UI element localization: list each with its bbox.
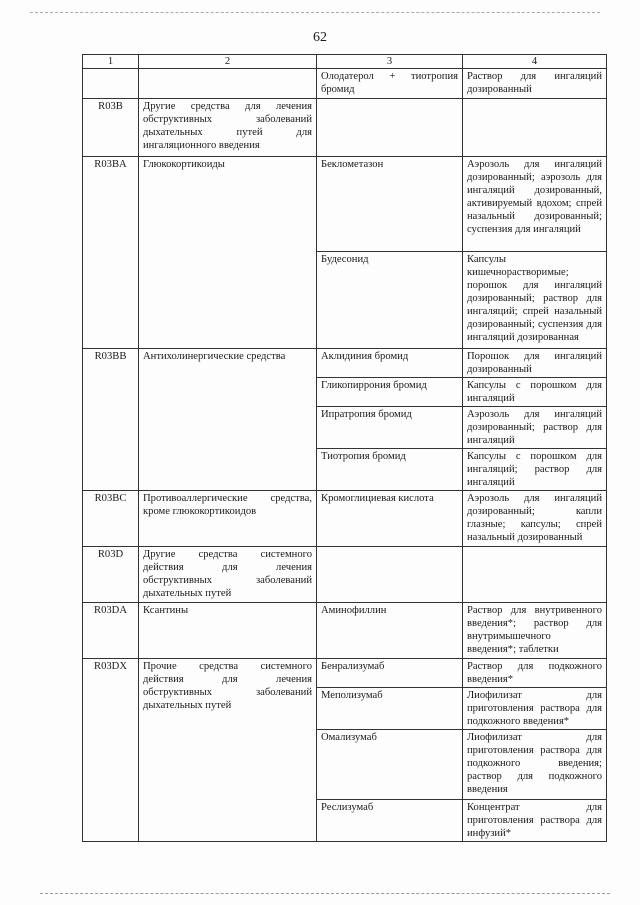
column-header-3: 3 bbox=[317, 55, 463, 69]
form-cell: Аэрозоль для ингаляций дозированный; аэрозоль для ингаляций дозированный, активируемый вдохом; спрей назальный дозированный; суспензия для ингаляций bbox=[463, 157, 607, 252]
group-cell: Антихолинергические средства bbox=[139, 349, 317, 491]
code-cell: R03BA bbox=[83, 157, 139, 349]
form-cell: Концентрат для приготовления раствора для инфузий* bbox=[463, 800, 607, 842]
drug-cell bbox=[317, 99, 463, 157]
form-cell: Капсулы кишечнорастворимые; порошок для ингаляций дозированный; раствор для ингаляций; спрей назальный дозированный; суспензия для ингаляций дозированная bbox=[463, 252, 607, 349]
form-cell: Аэрозоль для ингаляций дозированный; раствор для ингаляций bbox=[463, 407, 607, 449]
group-cell: Противоаллергические средства, кроме глюкокортикоидов bbox=[139, 491, 317, 547]
table-row bbox=[83, 547, 607, 603]
form-cell: Порошок для ингаляций дозированный bbox=[463, 349, 607, 378]
form-cell: Лиофилизат для приготовления раствора для подкожного введения* bbox=[463, 688, 607, 730]
form-cell: Капсулы с порошком для ингаляций; раствор для ингаляций bbox=[463, 449, 607, 491]
table-row bbox=[83, 603, 607, 659]
table-row bbox=[83, 659, 607, 688]
table-row bbox=[83, 349, 607, 378]
drug-cell: Бенрализумаб bbox=[317, 659, 463, 688]
drug-cell: Тиотропия бромид bbox=[317, 449, 463, 491]
column-header-1: 1 bbox=[83, 55, 139, 69]
drug-cell: Омализумаб bbox=[317, 730, 463, 800]
drug-cell: Меполизумаб bbox=[317, 688, 463, 730]
code-cell: R03DA bbox=[83, 603, 139, 659]
form-cell: Раствор для внутривенного введения*; раствор для внутримышечного введения*; таблетки bbox=[463, 603, 607, 659]
group-cell: Ксантины bbox=[139, 603, 317, 659]
page-number: 62 bbox=[313, 30, 327, 45]
medicines-table bbox=[82, 54, 607, 842]
code-cell: R03DX bbox=[83, 659, 139, 842]
drug-cell: Ипратропия бромид bbox=[317, 407, 463, 449]
drug-cell: Кромоглициевая кислота bbox=[317, 491, 463, 547]
group-cell: Глюкокортикоиды bbox=[139, 157, 317, 349]
code-cell: R03B bbox=[83, 99, 139, 157]
group-cell: Другие средства системного действия для лечения обструктивных заболеваний дыхательных путей bbox=[139, 547, 317, 603]
drug-cell: Реслизумаб bbox=[317, 800, 463, 842]
column-header-2: 2 bbox=[139, 55, 317, 69]
group-cell: Другие средства для лечения обструктивных заболеваний дыхательных путей для ингаляционного введения bbox=[139, 99, 317, 157]
table-row bbox=[83, 157, 607, 252]
code-cell: R03D bbox=[83, 547, 139, 603]
table-row bbox=[83, 491, 607, 547]
drug-cell: Аклидиния бромид bbox=[317, 349, 463, 378]
form-cell: Раствор для ингаляций дозированный bbox=[463, 69, 607, 99]
scan-edge-bottom bbox=[40, 893, 610, 894]
drug-cell: Будесонид bbox=[317, 252, 463, 349]
code-cell: R03BB bbox=[83, 349, 139, 491]
drug-cell: Олодатерол + тиотропия бромид bbox=[317, 69, 463, 99]
form-cell: Аэрозоль для ингаляций дозированный; капли глазные; капсулы; спрей назальный дозированный bbox=[463, 491, 607, 547]
drug-cell: Беклометазон bbox=[317, 157, 463, 252]
table-header-row bbox=[83, 55, 607, 69]
scan-edge-top bbox=[30, 12, 600, 13]
group-cell bbox=[139, 69, 317, 99]
form-cell: Капсулы с порошком для ингаляций bbox=[463, 378, 607, 407]
form-cell bbox=[463, 99, 607, 157]
column-header-4: 4 bbox=[463, 55, 607, 69]
form-cell: Раствор для подкожного введения* bbox=[463, 659, 607, 688]
code-cell: R03BC bbox=[83, 491, 139, 547]
form-cell bbox=[463, 547, 607, 603]
drug-cell bbox=[317, 547, 463, 603]
table-row bbox=[83, 99, 607, 157]
form-cell: Лиофилизат для приготовления раствора для подкожного введения; раствор для подкожного введения bbox=[463, 730, 607, 800]
drug-cell: Аминофиллин bbox=[317, 603, 463, 659]
group-cell: Прочие средства системного действия для лечения обструктивных заболеваний дыхательных путей bbox=[139, 659, 317, 842]
code-cell bbox=[83, 69, 139, 99]
drug-cell: Гликопиррония бромид bbox=[317, 378, 463, 407]
table-row bbox=[83, 69, 607, 99]
